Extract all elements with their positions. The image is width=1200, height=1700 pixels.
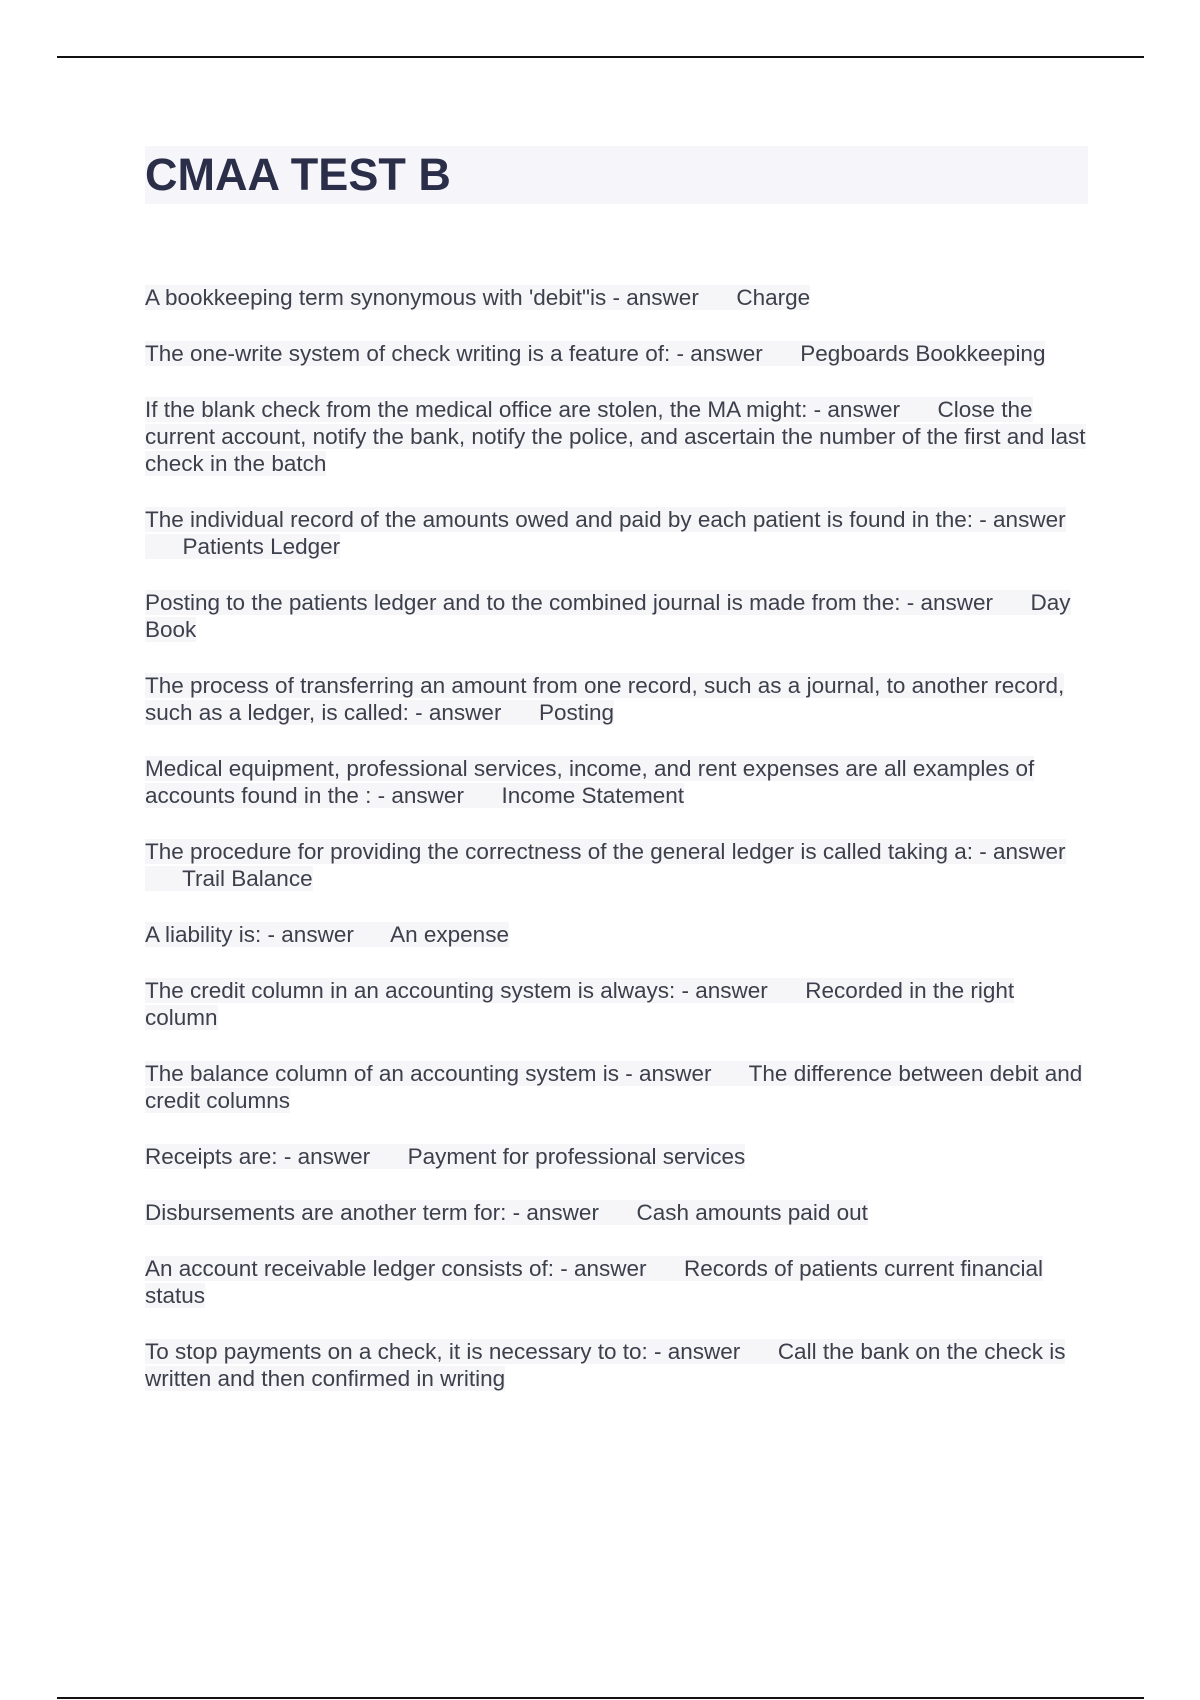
qa-list — [145, 284, 1090, 1421]
qa-answer-label: answer — [297, 1144, 371, 1169]
qa-answer-label: answer — [639, 1061, 712, 1086]
qa-separator: - — [900, 590, 921, 615]
qa-separator: - — [261, 922, 282, 947]
qa-separator: - — [670, 341, 691, 366]
qa-separator: - — [647, 1339, 668, 1364]
qa-separator: - — [371, 783, 392, 808]
qa-item — [145, 921, 1090, 948]
qa-answer-label: answer — [526, 1200, 599, 1225]
qa-item — [145, 284, 1090, 311]
qa-answer-label: answer — [690, 341, 763, 366]
page-title: CMAA TEST B — [145, 149, 451, 200]
qa-separator: - — [972, 839, 993, 864]
qa-answer-label: answer — [281, 922, 354, 947]
qa-question: Posting to the patients ledger and to the combined journal is made from the: — [145, 590, 901, 615]
qa-question: The balance column of an accounting system is — [145, 1061, 620, 1086]
qa-item — [145, 1338, 1090, 1392]
qa-answer-label: answer — [667, 1339, 741, 1364]
qa-question: An account receivable ledger consists of: — [145, 1256, 554, 1281]
qa-answer: Charge — [736, 285, 811, 310]
qa-item — [145, 589, 1090, 643]
qa-item — [145, 1255, 1090, 1309]
qa-answer: Day Book — [145, 590, 1071, 642]
qa-item — [145, 340, 1090, 367]
qa-separator: - — [619, 1061, 640, 1086]
qa-answer: Payment for professional services — [407, 1144, 746, 1169]
title-banner — [145, 146, 1088, 204]
qa-answer: Cash amounts paid out — [636, 1200, 868, 1225]
qa-answer: Posting — [538, 700, 615, 725]
qa-question: To stop payments on a check, it is necessary to to: — [145, 1339, 648, 1364]
qa-question: The individual record of the amounts owed and paid by each patient is found in the: — [145, 507, 974, 532]
qa-question: A bookkeeping term synonymous with 'debit"is — [145, 285, 607, 310]
qa-answer: Records of patients current financial status — [145, 1256, 1043, 1308]
qa-item — [145, 506, 1090, 560]
qa-answer: Pegboards Bookkeeping — [800, 341, 1046, 366]
qa-question: The credit column in an accounting system is always: — [145, 978, 676, 1003]
qa-answer: Recorded in the right column — [145, 978, 1015, 1030]
qa-answer-label: answer — [695, 978, 768, 1003]
qa-separator: - — [807, 397, 828, 422]
qa-item — [145, 1060, 1090, 1114]
qa-item — [145, 1199, 1090, 1226]
qa-item — [145, 755, 1090, 809]
qa-item — [145, 838, 1090, 892]
qa-question: The procedure for providing the correctness of the general ledger is called taking a: — [145, 839, 973, 864]
qa-answer-label: answer — [428, 700, 502, 725]
qa-item — [145, 672, 1090, 726]
qa-item — [145, 977, 1090, 1031]
qa-separator: - — [553, 1256, 574, 1281]
qa-separator: - — [973, 507, 994, 532]
qa-answer-label: answer — [573, 1256, 647, 1281]
qa-item — [145, 396, 1090, 477]
qa-answer-label: answer — [992, 839, 1066, 864]
qa-answer-label: answer — [626, 285, 699, 310]
qa-question: Medical equipment, professional services, income, and rent expenses are all examples of accounts found in the : — [145, 756, 1035, 808]
qa-separator: - — [408, 700, 429, 725]
qa-answer-label: answer — [827, 397, 900, 422]
qa-separator: - — [277, 1144, 298, 1169]
top-rule — [57, 56, 1144, 58]
qa-question: Receipts are: — [145, 1144, 278, 1169]
qa-question: The process of transferring an amount from one record, such as a journal, to another record, such as a ledger, is called: — [145, 673, 1065, 725]
qa-answer: An expense — [390, 922, 509, 947]
qa-separator: - — [606, 285, 627, 310]
qa-answer: The difference between debit and credit columns — [145, 1061, 1083, 1113]
qa-answer: Call the bank on the check is written and then confirmed in writing — [145, 1339, 1066, 1391]
qa-question: If the blank check from the medical office are stolen, the MA might: — [145, 397, 808, 422]
qa-answer-label: answer — [993, 507, 1066, 532]
qa-answer: Income Statement — [501, 783, 685, 808]
qa-answer: Close the current account, notify the bank, notify the police, and ascertain the number of the first and last check in the batch — [145, 397, 1086, 476]
qa-item — [145, 1143, 1090, 1170]
qa-question: A liability is: — [145, 922, 262, 947]
qa-question: The one-write system of check writing is a feature of: — [145, 341, 671, 366]
qa-separator: - — [675, 978, 696, 1003]
qa-answer-label: answer — [920, 590, 993, 615]
qa-answer: Patients Ledger — [182, 534, 341, 559]
qa-separator: - — [506, 1200, 527, 1225]
qa-question: Disbursements are another term for: — [145, 1200, 507, 1225]
bottom-rule — [57, 1697, 1144, 1699]
qa-answer-label: answer — [391, 783, 464, 808]
qa-answer: Trail Balance — [182, 866, 313, 891]
